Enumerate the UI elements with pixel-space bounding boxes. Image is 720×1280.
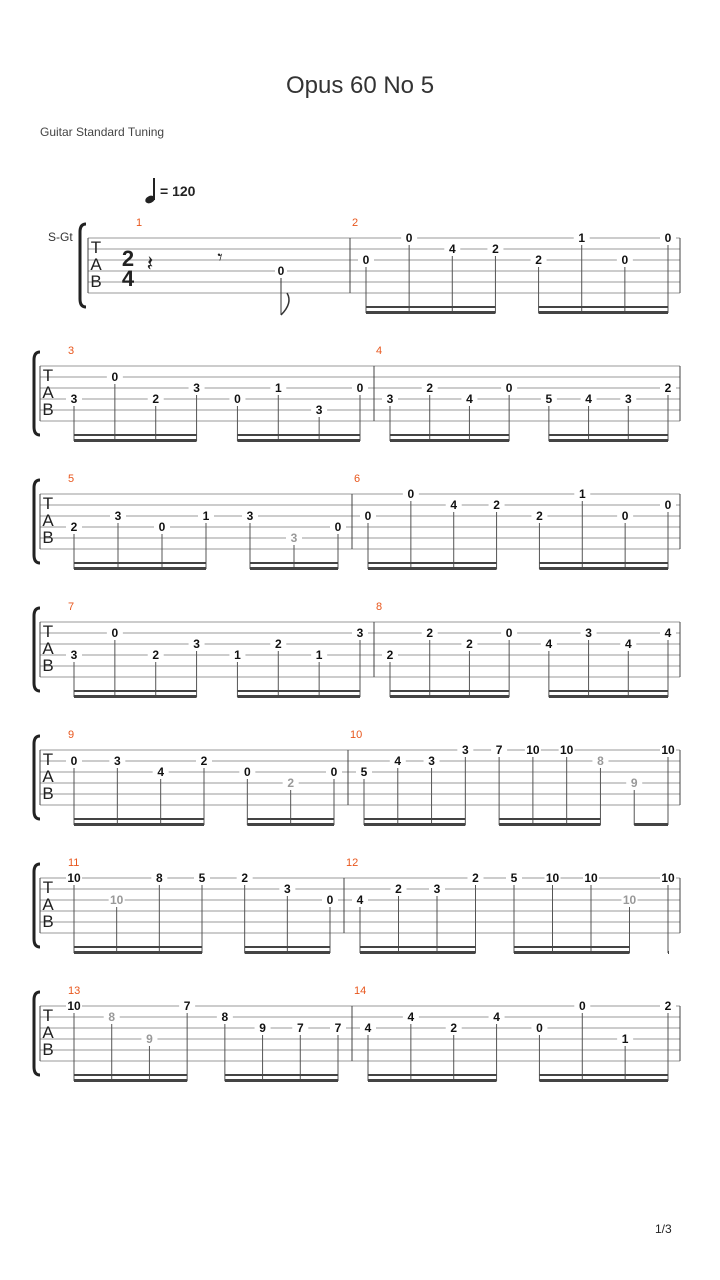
fret-number: 4 xyxy=(624,637,632,651)
tuning-label: Guitar Standard Tuning xyxy=(40,125,165,139)
fret-number: 1 xyxy=(315,648,323,662)
fret-number: 10 xyxy=(584,871,598,885)
note-beam xyxy=(225,1079,338,1082)
time-signature-bottom: 4 xyxy=(121,266,135,291)
note-beam xyxy=(247,823,334,826)
note-beam xyxy=(390,434,509,436)
fret-number: 5 xyxy=(360,765,368,779)
note-beam xyxy=(539,1079,668,1082)
note-beam xyxy=(74,562,206,564)
fret-number: 3 xyxy=(433,882,441,896)
fret-number: 9 xyxy=(259,1021,266,1035)
fret-number: 3 xyxy=(290,531,298,545)
measure-number: 5 xyxy=(68,473,75,485)
fret-number: 10 xyxy=(661,743,675,757)
fret-number: 4 xyxy=(493,1010,500,1024)
fret-number: 0 xyxy=(111,626,119,640)
tab-clef-letter: B xyxy=(42,784,54,803)
note-beam xyxy=(74,567,206,570)
fret-number: 0 xyxy=(70,754,78,768)
fret-number: 3 xyxy=(356,626,364,640)
tab-clef-letter: T xyxy=(42,494,54,513)
tab-clef-letter: A xyxy=(42,1023,54,1042)
fret-number: 1 xyxy=(578,487,586,501)
fret-number: 3 xyxy=(428,754,435,768)
measure-number: 4 xyxy=(376,345,383,357)
fret-number: 0 xyxy=(621,253,629,267)
system-brace xyxy=(80,224,86,307)
fret-number: 3 xyxy=(193,637,200,651)
tab-clef-letter: B xyxy=(42,528,54,547)
fret-number: 0 xyxy=(330,765,338,779)
system-brace xyxy=(34,992,40,1075)
note-beam xyxy=(74,951,202,954)
tab-clef-letter: B xyxy=(90,272,102,291)
fret-number: 7 xyxy=(334,1021,342,1035)
system-brace xyxy=(34,864,40,947)
note-beam xyxy=(549,439,668,442)
fret-number: 4 xyxy=(364,1021,372,1035)
system-brace xyxy=(34,736,40,819)
note-beam xyxy=(237,695,360,698)
note-beam xyxy=(74,695,197,698)
fret-number: 2 xyxy=(493,498,500,512)
fret-number: 2 xyxy=(426,381,434,395)
fret-number: 3 xyxy=(315,403,323,417)
fret-number: 8 xyxy=(155,871,163,885)
note-beam xyxy=(366,311,495,314)
tab-clef-letter: B xyxy=(42,656,54,675)
fret-number: 10 xyxy=(109,893,124,907)
note-beam xyxy=(366,306,495,308)
fret-number: 2 xyxy=(287,776,295,790)
measure-number: 7 xyxy=(68,601,75,613)
note-beam xyxy=(390,439,509,442)
fret-number: 0 xyxy=(243,765,251,779)
note-beam xyxy=(368,1079,497,1082)
fret-number: 3 xyxy=(585,626,592,640)
fret-number: 9 xyxy=(146,1032,153,1046)
fret-number: 0 xyxy=(536,1021,543,1035)
fret-number: 5 xyxy=(545,392,553,406)
note-beam xyxy=(74,1079,187,1082)
tempo-value: = 120 xyxy=(160,183,196,199)
note-beam xyxy=(74,690,197,692)
fret-number: 3 xyxy=(283,882,291,896)
tab-clef-letter: T xyxy=(42,750,54,769)
note-beam xyxy=(514,951,630,954)
system-brace xyxy=(34,480,40,563)
note-beam xyxy=(360,951,476,954)
note-beam xyxy=(539,567,668,570)
tab-clef-letter: B xyxy=(42,1040,54,1059)
instrument-label: S-Gt xyxy=(48,230,73,244)
fret-number: 3 xyxy=(70,648,78,662)
note-beam xyxy=(74,823,204,826)
fret-number: 2 xyxy=(535,253,542,267)
fret-number: 7 xyxy=(495,743,503,757)
note-beam xyxy=(74,1074,187,1076)
fret-number: 2 xyxy=(426,626,434,640)
fret-number: 0 xyxy=(407,487,415,501)
measure-number: 14 xyxy=(354,985,367,997)
fret-number: 3 xyxy=(624,392,632,406)
fret-number: 0 xyxy=(334,520,342,534)
fret-number: 2 xyxy=(664,381,672,395)
note-beam xyxy=(499,818,600,820)
note-beam xyxy=(247,818,334,820)
fret-number: 2 xyxy=(536,509,543,523)
fret-number: 2 xyxy=(200,754,208,768)
fret-number: 0 xyxy=(277,264,285,278)
fret-number: 3 xyxy=(386,392,394,406)
system-brace xyxy=(34,608,40,691)
fret-number: 7 xyxy=(183,999,191,1013)
measure-number: 6 xyxy=(354,473,361,485)
note-beam xyxy=(368,567,497,570)
fret-number: 2 xyxy=(241,871,249,885)
note-beam xyxy=(245,946,330,948)
note-beam xyxy=(549,695,668,698)
note-beam xyxy=(539,306,668,308)
fret-number: 2 xyxy=(450,1021,458,1035)
tab-clef-letter: A xyxy=(90,255,102,274)
fret-number: 4 xyxy=(407,1010,415,1024)
note-beam xyxy=(237,439,360,442)
fret-number: 4 xyxy=(394,754,402,768)
tab-clef-letter: T xyxy=(42,1006,54,1025)
measure-number: 12 xyxy=(346,857,359,869)
fret-number: 0 xyxy=(364,509,372,523)
fret-number: 1 xyxy=(202,509,210,523)
quarter-rest-icon: 𝄽 xyxy=(146,251,154,276)
measure-number: 10 xyxy=(350,729,363,741)
measure-number: 8 xyxy=(376,601,383,613)
fret-number: 2 xyxy=(152,392,160,406)
fret-number: 10 xyxy=(559,743,574,757)
measure-number: 13 xyxy=(68,985,81,997)
eighth-rest-icon: 𝄾 xyxy=(217,247,223,269)
fret-number: 0 xyxy=(356,381,364,395)
fret-number: 4 xyxy=(664,626,672,640)
note-beam xyxy=(364,823,465,826)
measure-number: 2 xyxy=(352,217,359,229)
fret-number: 2 xyxy=(395,882,402,896)
fret-number: 2 xyxy=(472,871,479,885)
fret-number: 4 xyxy=(157,765,165,779)
fret-number: 8 xyxy=(597,754,604,768)
fret-number: 8 xyxy=(108,1010,116,1024)
fret-number: 2 xyxy=(664,999,672,1013)
time-signature-top: 2 xyxy=(121,246,135,271)
note-beam xyxy=(514,946,630,948)
fret-number: 2 xyxy=(70,520,78,534)
tab-clef-letter: B xyxy=(42,400,54,419)
note-beam xyxy=(237,690,360,692)
fret-number: 9 xyxy=(630,776,638,790)
tab-clef-letter: A xyxy=(42,895,54,914)
note-beam xyxy=(539,311,668,314)
fret-number: 2 xyxy=(492,242,499,256)
note-beam xyxy=(390,690,509,692)
note-beam xyxy=(74,439,197,442)
note-beam xyxy=(549,690,668,692)
fret-number: 3 xyxy=(246,509,254,523)
note-beam xyxy=(549,434,668,436)
fret-number: 4 xyxy=(448,242,456,256)
fret-number: 1 xyxy=(274,381,282,395)
tab-clef-letter: T xyxy=(42,366,54,385)
note-beam xyxy=(250,567,338,570)
tab-clef-letter: T xyxy=(90,238,102,257)
tab-clef-letter: A xyxy=(42,767,54,786)
note-beam xyxy=(360,946,476,948)
fret-number: 0 xyxy=(111,370,119,384)
fret-number: 0 xyxy=(326,893,334,907)
fret-number: 2 xyxy=(466,637,473,651)
note-beam xyxy=(539,1074,668,1076)
note-beam xyxy=(668,951,669,954)
fret-number: 8 xyxy=(221,1010,229,1024)
tab-clef-letter: B xyxy=(42,912,54,931)
fret-number: 4 xyxy=(356,893,364,907)
note-beam xyxy=(225,1074,338,1076)
system-brace xyxy=(34,352,40,435)
fret-number: 4 xyxy=(545,637,553,651)
fret-number: 3 xyxy=(461,743,469,757)
note-beam xyxy=(539,562,668,564)
tab-clef-letter: A xyxy=(42,639,54,658)
fret-number: 0 xyxy=(621,509,629,523)
fret-number: 5 xyxy=(510,871,518,885)
fret-number: 4 xyxy=(466,392,473,406)
fret-number: 3 xyxy=(70,392,78,406)
note-beam xyxy=(245,951,330,954)
fret-number: 10 xyxy=(622,893,637,907)
fret-number: 4 xyxy=(450,498,458,512)
fret-number: 3 xyxy=(113,754,121,768)
fret-number: 2 xyxy=(274,637,282,651)
note-beam xyxy=(74,946,202,948)
measure-number: 9 xyxy=(68,729,75,741)
fret-number: 3 xyxy=(114,509,122,523)
fret-number: 2 xyxy=(152,648,160,662)
measure-number: 1 xyxy=(136,217,143,229)
tab-clef-letter: T xyxy=(42,878,54,897)
note-beam xyxy=(74,818,204,820)
note-beam xyxy=(634,823,668,826)
note-beam xyxy=(499,823,600,826)
fret-number: 0 xyxy=(405,231,413,245)
fret-number: 3 xyxy=(193,381,200,395)
fret-number: 7 xyxy=(296,1021,304,1035)
note-beam xyxy=(250,562,338,564)
fret-number: 5 xyxy=(198,871,206,885)
note-beam xyxy=(74,434,197,436)
tab-clef-letter: A xyxy=(42,383,54,402)
fret-number: 0 xyxy=(664,498,672,512)
fret-number: 1 xyxy=(578,231,586,245)
note-beam xyxy=(237,434,360,436)
fret-number: 0 xyxy=(362,253,370,267)
fret-number: 10 xyxy=(526,743,540,757)
page-number: 1/3 xyxy=(655,1222,672,1236)
fret-number: 1 xyxy=(234,648,241,662)
fret-number: 10 xyxy=(67,871,81,885)
measure-number: 11 xyxy=(68,857,80,869)
fret-number: 0 xyxy=(505,381,513,395)
fret-number: 10 xyxy=(661,871,675,885)
fret-number: 2 xyxy=(386,648,394,662)
score-title: Opus 60 No 5 xyxy=(285,72,435,99)
note-beam xyxy=(390,695,509,698)
note-beam xyxy=(364,818,465,820)
fret-number: 1 xyxy=(621,1032,629,1046)
fret-number: 10 xyxy=(545,871,560,885)
fret-number: 0 xyxy=(578,999,586,1013)
fret-number: 0 xyxy=(234,392,241,406)
tab-clef-letter: T xyxy=(42,622,54,641)
measure-number: 3 xyxy=(68,345,75,357)
fret-number: 4 xyxy=(585,392,592,406)
fret-number: 0 xyxy=(158,520,166,534)
fret-number: 10 xyxy=(67,999,81,1013)
fret-number: 0 xyxy=(664,231,672,245)
tab-clef-letter: A xyxy=(42,511,54,530)
fret-number: 0 xyxy=(505,626,513,640)
note-flag xyxy=(281,293,289,315)
note-beam xyxy=(368,562,497,564)
note-beam xyxy=(368,1074,497,1076)
